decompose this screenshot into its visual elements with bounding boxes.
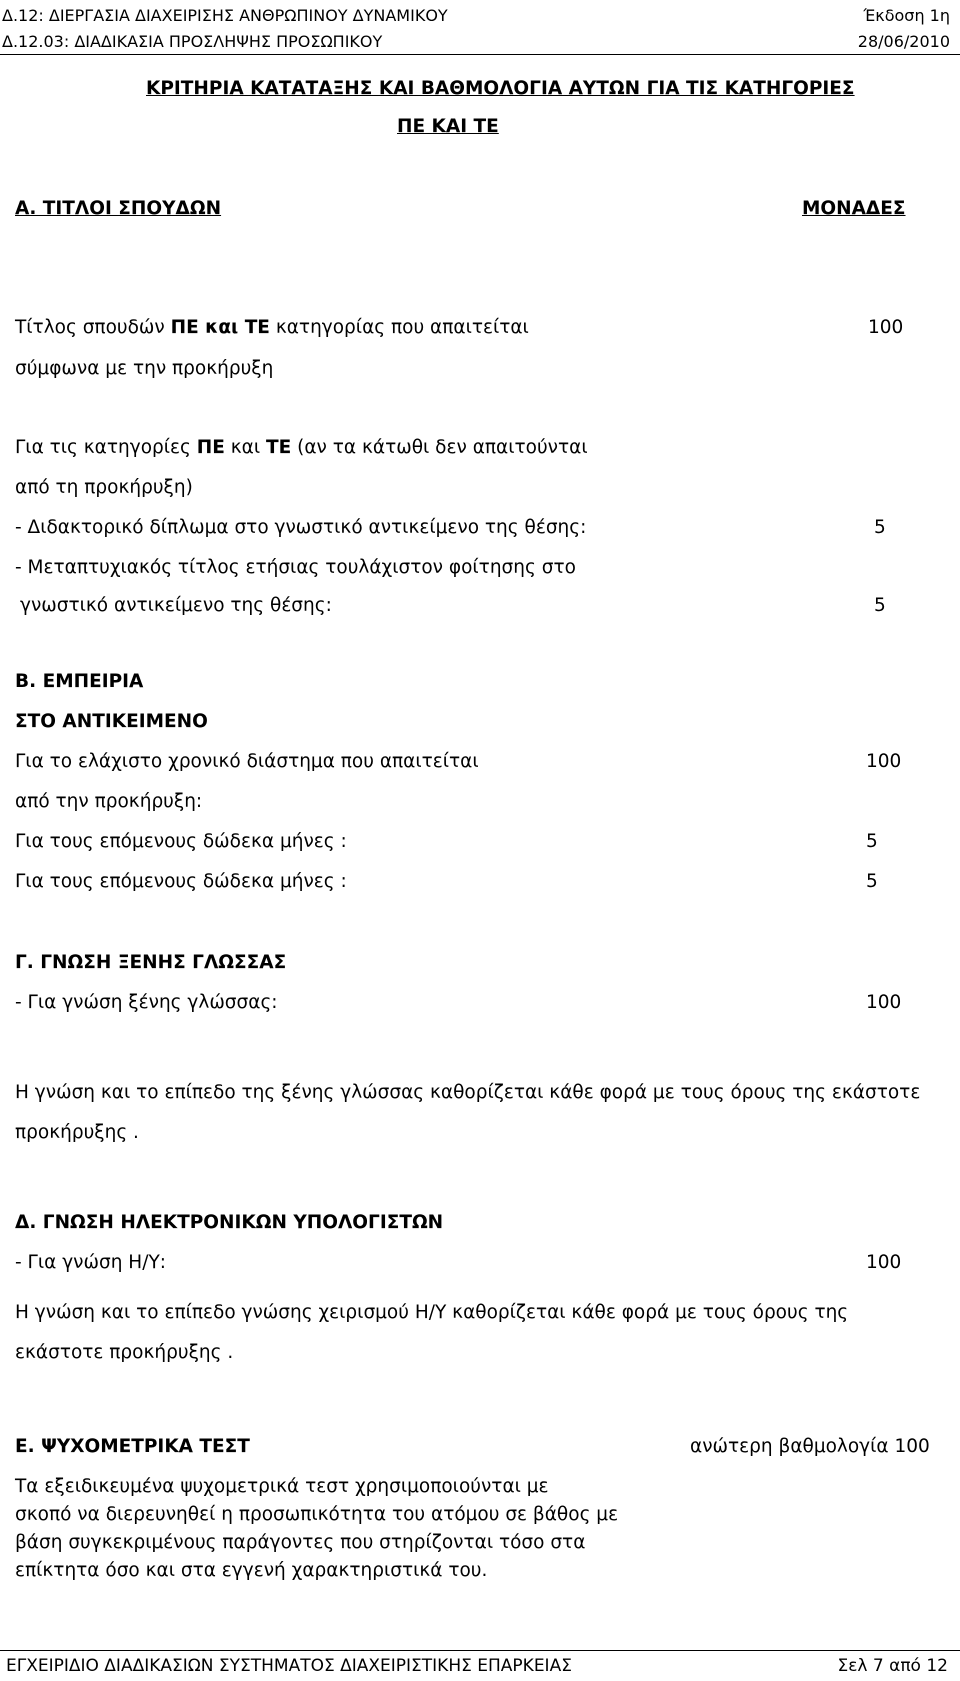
- section-b-item1-line2: από την προκήρυξη:: [15, 791, 203, 812]
- footer-manual-title: ΕΓΧΕΙΡΙΔΙΟ ΔΙΑΔΙΚΑΣΙΩΝ ΣΥΣΤΗΜΑΤΟΣ ΔΙΑΧΕΙΡΙΣΤΙΚΗΣ ΕΠΑΡΚΕΙΑΣ: [6, 1656, 572, 1676]
- section-a-note-bold1: ΠΕ: [196, 437, 225, 458]
- page-title-line2: ΠΕ ΚΑΙ ΤΕ: [397, 116, 499, 137]
- section-e-heading: Ε. ΨΥΧΟΜΕΤΡΙΚΑ ΤΕΣΤ: [15, 1436, 250, 1457]
- page-title-line1: ΚΡΙΤΗΡΙΑ ΚΑΤΑΤΑΞΗΣ ΚΑΙ ΒΑΘΜΟΛΟΓΙΑ ΑΥΤΩΝ ΓΙΑ ΤΙΣ ΚΑΤΗΓΟΡΙΕΣ: [146, 78, 855, 99]
- section-a-item1-value: 100: [868, 317, 904, 338]
- section-b-item1-value: 100: [866, 751, 902, 772]
- section-e-max-score: ανώτερη βαθμολογία 100: [690, 1436, 930, 1457]
- section-a-item1-bold: ΠΕ και ΤΕ: [170, 317, 270, 338]
- section-a-note-bold2: ΤΕ: [266, 437, 292, 458]
- section-d-para-line2: εκάστοτε προκήρυξης .: [15, 1342, 234, 1363]
- section-d-heading: Δ. ΓΝΩΣΗ ΗΛΕΚΤΡΟΝΙΚΩΝ ΥΠΟΛΟΓΙΣΤΩΝ: [15, 1212, 444, 1233]
- section-b-item1: Για το ελάχιστο χρονικό διάστημα που απαιτείται: [15, 751, 479, 772]
- header-procedure-title: Δ.12.03: ΔΙΑΔΙΚΑΣΙΑ ΠΡΟΣΛΗΨΗΣ ΠΡΟΣΩΠΙΚΟΥ: [2, 32, 383, 51]
- section-a-item1: [15, 319, 529, 338]
- section-e-para-line4: επίκτητα όσο και στα εγγενή χαρακτηριστικά του.: [15, 1560, 488, 1581]
- section-d-item1: - Για γνώση Η/Υ:: [15, 1252, 166, 1273]
- header-version: Έκδοση 1η: [863, 6, 950, 25]
- section-e-para-line3: βάση συγκεκριμένους παράγοντες που στηρίζονται τόσο στα: [15, 1532, 586, 1553]
- section-b-item2: Για τους επόμενους δώδεκα μήνες :: [15, 831, 347, 852]
- section-a-msc-line2: γνωστικό αντικείμενο της θέσης:: [20, 595, 332, 616]
- section-b-heading: Β. ΕΜΠΕΙΡΙΑ: [15, 671, 144, 692]
- section-a-heading: Α. ΤΙΤΛΟΙ ΣΠΟΥΔΩΝ: [15, 198, 222, 219]
- section-a-item1-line2: σύμφωνα με την προκήρυξη: [15, 358, 274, 379]
- section-a-note: [15, 439, 588, 458]
- section-c-item1: - Για γνώση ξένης γλώσσας:: [15, 992, 278, 1013]
- header-date: 28/06/2010: [857, 32, 950, 51]
- section-a-note-line2: από τη προκήρυξη): [15, 477, 193, 498]
- section-a-note-mid: και: [224, 437, 266, 458]
- footer-page-number: Σελ 7 από 12: [837, 1656, 948, 1676]
- section-b-item2-value: 5: [866, 831, 878, 852]
- section-b-item3-value: 5: [866, 871, 878, 892]
- units-heading: ΜΟΝΑΔΕΣ: [802, 198, 906, 219]
- header-process-title: Δ.12: ΔΙΕΡΓΑΣΙΑ ΔΙΑΧΕΙΡΙΣΗΣ ΑΝΘΡΩΠΙΝΟΥ ΔΥΝΑΜΙΚΟΥ: [2, 6, 448, 25]
- section-c-heading: Γ. ΓΝΩΣΗ ΞΕΝΗΣ ΓΛΩΣΣΑΣ: [15, 952, 287, 973]
- section-a-note-pre: Για τις κατηγορίες: [15, 437, 197, 458]
- header-rule: [0, 54, 960, 55]
- section-d-para-line1: Η γνώση και το επίπεδο γνώσης χειρισμού Η/Υ καθορίζεται κάθε φορά με τους όρους της: [15, 1302, 849, 1323]
- section-b-item3: Για τους επόμενους δώδεκα μήνες :: [15, 871, 347, 892]
- section-e-para-line1: Τα εξειδικευμένα ψυχομετρικά τεστ χρησιμοποιούνται με: [15, 1476, 549, 1497]
- section-a-phd-value: 5: [874, 517, 886, 538]
- section-a-msc-value: 5: [874, 595, 886, 616]
- section-a-item1-pre: Τίτλος σπουδών: [15, 317, 171, 338]
- section-c-item1-value: 100: [866, 992, 902, 1013]
- section-e-para-line2: σκοπό να διερευνηθεί η προσωπικότητα του ατόμου σε βάθος με: [15, 1504, 619, 1525]
- section-d-item1-value: 100: [866, 1252, 902, 1273]
- section-a-item1-post: κατηγορίας που απαιτείται: [269, 317, 529, 338]
- section-a-note-post: (αν τα κάτωθι δεν απαιτούνται: [291, 437, 588, 458]
- section-a-msc-line1: - Μεταπτυχιακός τίτλος ετήσιας τουλάχιστον φοίτησης στο: [15, 557, 576, 578]
- footer-rule: [0, 1650, 960, 1651]
- section-a-phd: - Διδακτορικό δίπλωμα στο γνωστικό αντικείμενο της θέσης:: [15, 517, 587, 538]
- section-b-subheading: ΣΤΟ ΑΝΤΙΚΕΙΜΕΝΟ: [15, 711, 208, 732]
- section-c-para-line2: προκήρυξης .: [15, 1122, 139, 1143]
- section-c-para-line1: Η γνώση και το επίπεδο της ξένης γλώσσας καθορίζεται κάθε φορά με τους όρους της εκάστοτε: [15, 1082, 921, 1103]
